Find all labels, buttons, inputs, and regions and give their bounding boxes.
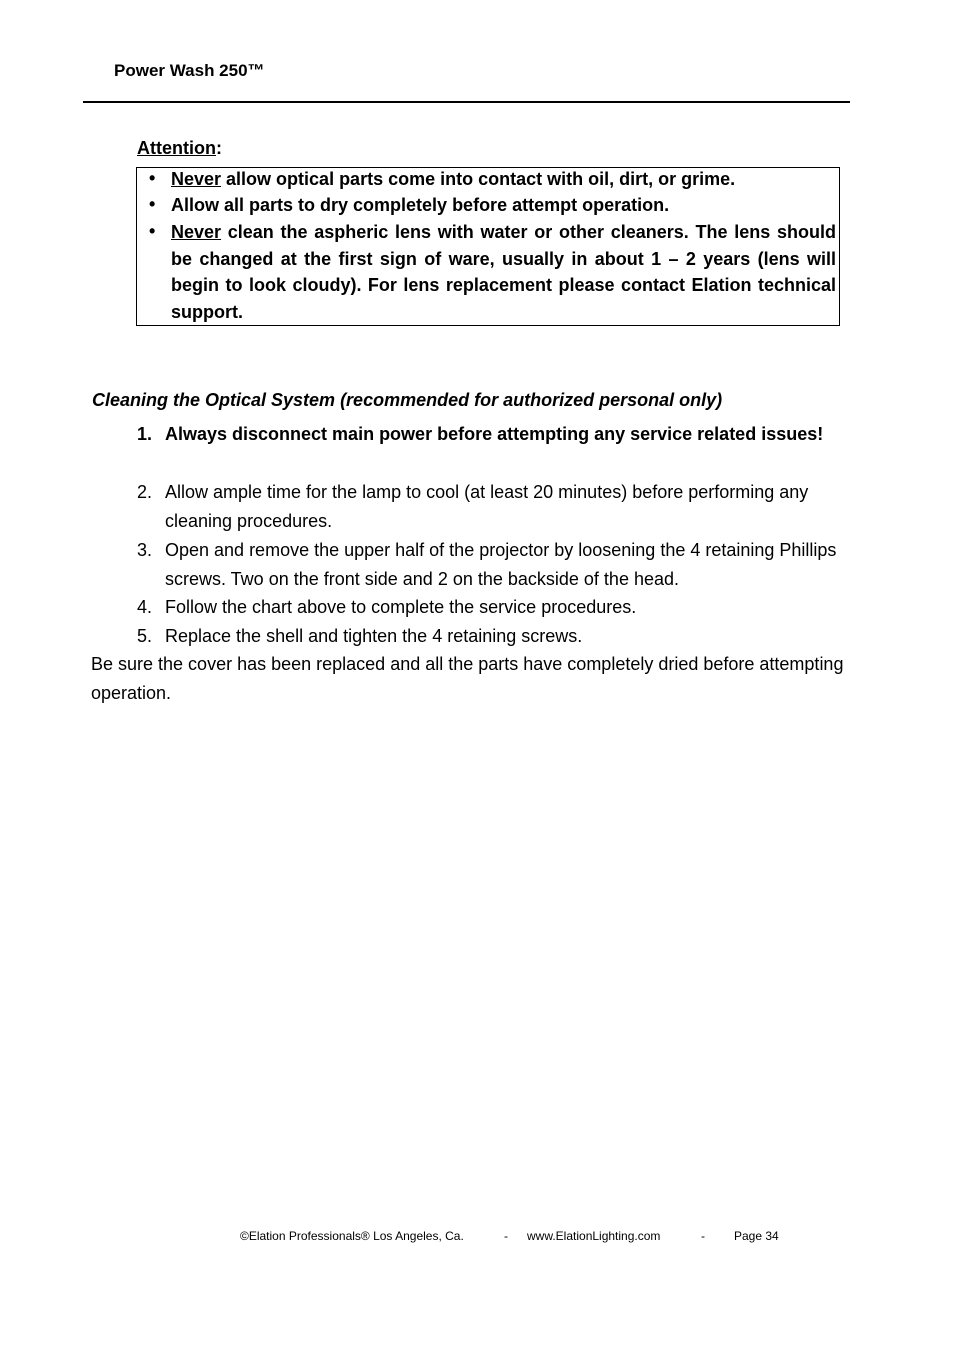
attention-label-text: Attention bbox=[137, 138, 216, 158]
closing-paragraph: Be sure the cover has been replaced and all the parts have completely dried before attempting operation. bbox=[91, 654, 844, 703]
footer-separator: - bbox=[504, 1229, 508, 1243]
step-text: Always disconnect main power before attempting any service related issues! bbox=[165, 424, 824, 444]
bullet-glyph: • bbox=[149, 194, 156, 214]
bullet-glyph: • bbox=[149, 221, 156, 241]
attention-item-lead: Never bbox=[171, 222, 222, 242]
attention-item-text: clean the aspheric lens with water or other cleaners. The lens should be changed at the first sign of ware, usually in about 1 – 2 years (lens will begin to look cloudy). For lens replacement please contact Elation technical support. bbox=[171, 222, 836, 322]
attention-item bbox=[171, 219, 836, 325]
footer-website: www.ElationLighting.com bbox=[527, 1229, 661, 1243]
footer-page-number: Page 34 bbox=[734, 1229, 779, 1243]
attention-item-lead: Never bbox=[171, 169, 222, 189]
attention-label bbox=[137, 138, 222, 159]
bullet-glyph: • bbox=[149, 168, 156, 188]
attention-item-text: Allow all parts to dry completely before attempt operation. bbox=[171, 195, 670, 215]
step-number: 5. bbox=[137, 626, 153, 646]
section-heading: Cleaning the Optical System (recommended for authorized personal only) bbox=[92, 390, 723, 410]
step-number: 3. bbox=[137, 540, 153, 560]
footer-separator: - bbox=[701, 1229, 705, 1243]
attention-box bbox=[136, 167, 840, 326]
attention-item-text: allow optical parts come into contact with oil, dirt, or grime. bbox=[221, 169, 736, 189]
step-number: 2. bbox=[137, 482, 153, 502]
header-divider bbox=[83, 101, 850, 103]
footer-company: ©Elation Professionals® Los Angeles, Ca. bbox=[240, 1229, 464, 1243]
step-text: Open and remove the upper half of the projector by loosening the 4 retaining Phillips screws. Two on the front side and 2 on the backside of the head. bbox=[165, 540, 837, 589]
attention-item bbox=[171, 166, 836, 193]
step-number: 4. bbox=[137, 597, 153, 617]
step-text: Follow the chart above to complete the service procedures. bbox=[165, 597, 637, 617]
step-number: 1. bbox=[137, 424, 153, 444]
attention-item bbox=[171, 192, 836, 219]
step-text: Replace the shell and tighten the 4 retaining screws. bbox=[165, 626, 583, 646]
header-title: Power Wash 250™ bbox=[114, 61, 265, 80]
step-text: Allow ample time for the lamp to cool (at least 20 minutes) before performing any cleaning procedures. bbox=[165, 482, 809, 531]
attention-colon: : bbox=[215, 138, 222, 158]
